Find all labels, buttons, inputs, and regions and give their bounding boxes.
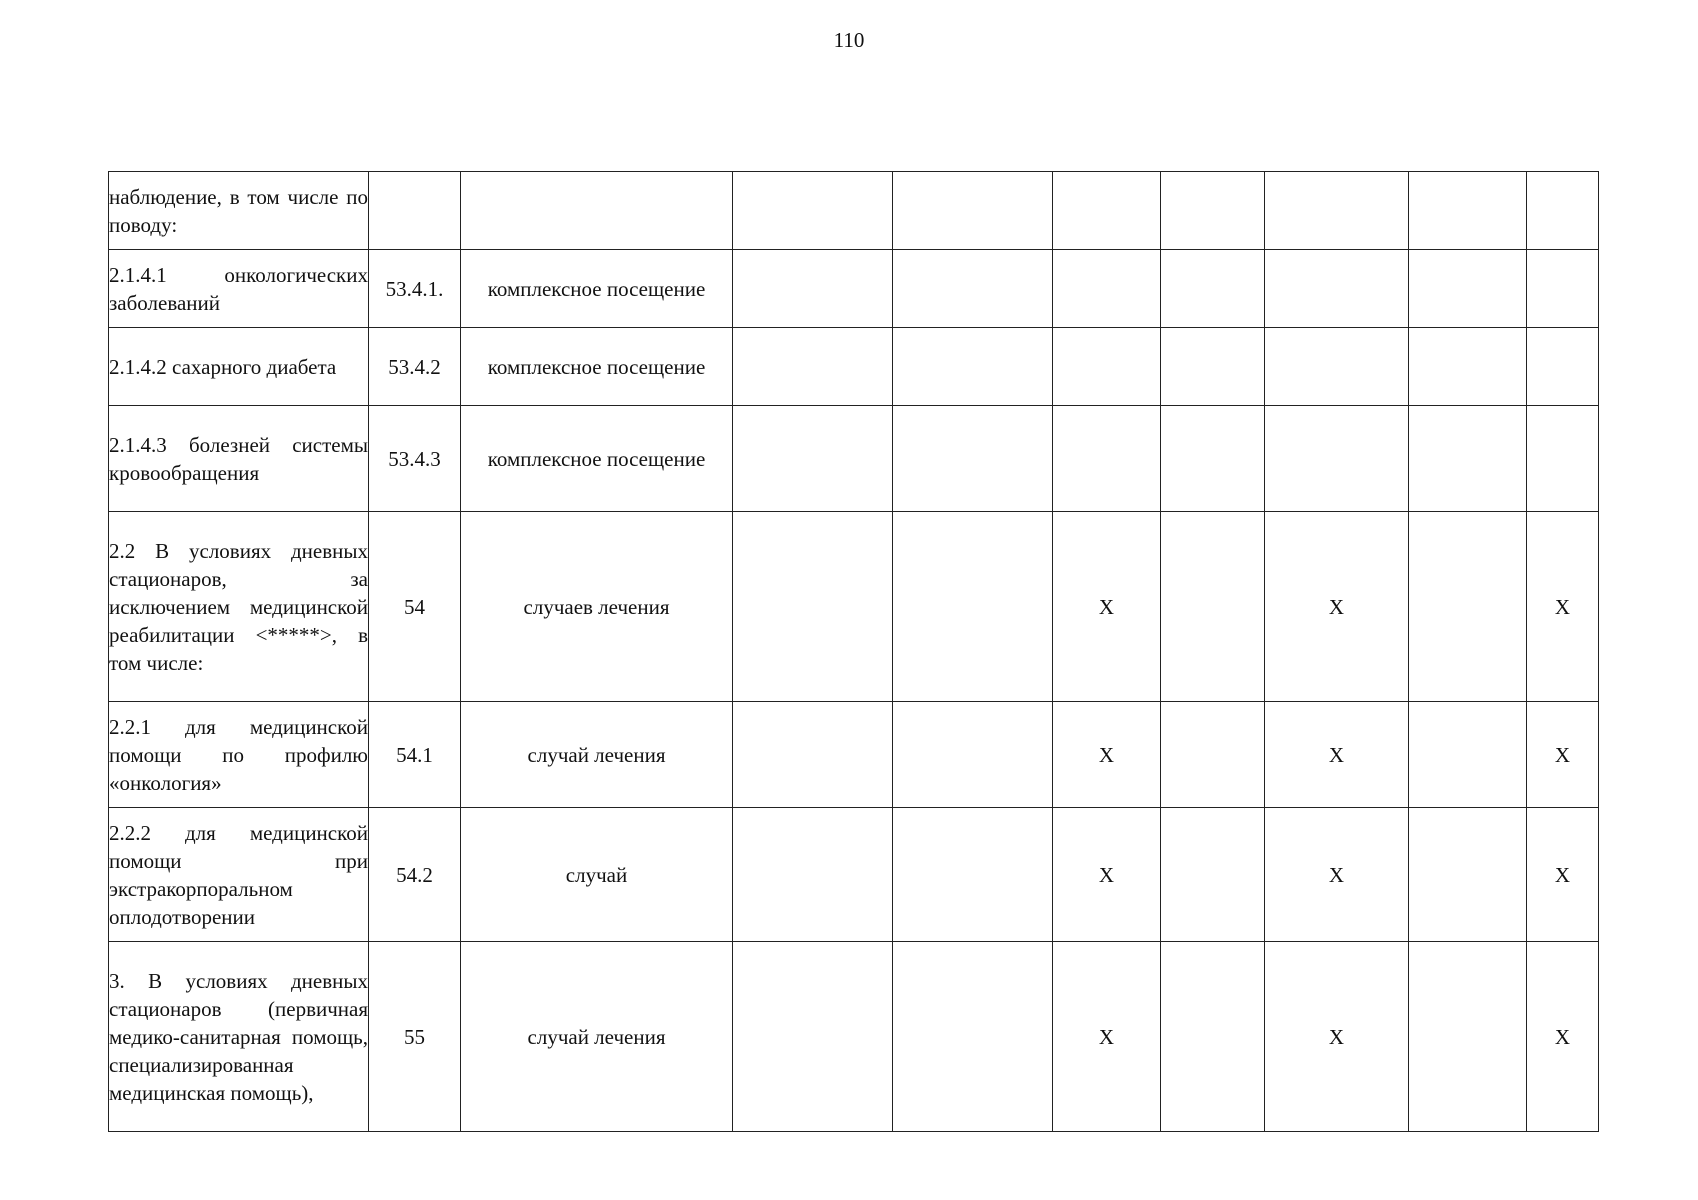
- row-code-cell: 55: [369, 942, 461, 1132]
- x-mark: X: [1053, 512, 1161, 702]
- value-cell: [893, 328, 1053, 406]
- row-unit-cell: случаев лечения: [461, 512, 733, 702]
- row-unit-cell: комплексное посещение: [461, 250, 733, 328]
- table-row: [109, 942, 1599, 1132]
- value-cell: [733, 942, 893, 1132]
- value-cell: [1409, 808, 1527, 942]
- row-name-cell: 2.2 В условиях дневных стационаров, за исключением медицинской реабилитации <*****>, в том числе:: [109, 512, 369, 702]
- row-code-cell: 53.4.2: [369, 328, 461, 406]
- table-row: [109, 250, 1599, 328]
- value-cell: [1161, 512, 1265, 702]
- value-cell: [1265, 328, 1409, 406]
- row-name-cell: 2.1.4.2 сахарного диабета: [109, 328, 369, 406]
- row-name-cell: 3. В условиях дневных стационаров (первичная медико-санитарная помощь, специализированная медицинская помощь),: [109, 942, 369, 1132]
- value-cell: [1053, 328, 1161, 406]
- value-cell: [1265, 172, 1409, 250]
- table-row: [109, 406, 1599, 512]
- value-cell: [1265, 250, 1409, 328]
- row-name-cell: 2.2.2 для медицинской помощи при экстракорпоральном оплодотворении: [109, 808, 369, 942]
- value-cell: [1527, 406, 1599, 512]
- value-cell: [733, 808, 893, 942]
- row-unit-cell: комплексное посещение: [461, 406, 733, 512]
- value-cell: [1409, 328, 1527, 406]
- row-name-cell: 2.1.4.3 болезней системы кровообращения: [109, 406, 369, 512]
- x-mark: X: [1265, 702, 1409, 808]
- value-cell: [733, 250, 893, 328]
- row-code-cell: 54.1: [369, 702, 461, 808]
- value-cell: [1161, 250, 1265, 328]
- value-cell: [1527, 172, 1599, 250]
- x-mark: X: [1265, 808, 1409, 942]
- page-number: 110: [833, 28, 865, 52]
- x-mark: X: [1527, 942, 1599, 1132]
- value-cell: [733, 406, 893, 512]
- value-cell: [1161, 328, 1265, 406]
- value-cell: [733, 172, 893, 250]
- row-unit-cell: случай: [461, 808, 733, 942]
- value-cell: [733, 328, 893, 406]
- indicator-table: [108, 171, 1599, 1132]
- value-cell: [733, 702, 893, 808]
- value-cell: [733, 512, 893, 702]
- value-cell: [1265, 406, 1409, 512]
- value-cell: [1053, 406, 1161, 512]
- value-cell: [1527, 328, 1599, 406]
- x-mark: X: [1527, 808, 1599, 942]
- table-row: [109, 808, 1599, 942]
- row-code-cell: 53.4.1.: [369, 250, 461, 328]
- value-cell: [1161, 406, 1265, 512]
- value-cell: [893, 702, 1053, 808]
- row-unit-cell: [461, 172, 733, 250]
- value-cell: [893, 406, 1053, 512]
- x-mark: X: [1053, 702, 1161, 808]
- value-cell: [893, 172, 1053, 250]
- value-cell: [1161, 942, 1265, 1132]
- x-mark: X: [1265, 512, 1409, 702]
- row-name-cell: наблюдение, в том числе по поводу:: [109, 172, 369, 250]
- value-cell: [1409, 250, 1527, 328]
- table-row: [109, 328, 1599, 406]
- value-cell: [893, 250, 1053, 328]
- x-mark: X: [1053, 942, 1161, 1132]
- row-name-cell: 2.2.1 для медицинской помощи по профилю «онкология»: [109, 702, 369, 808]
- row-code-cell: 53.4.3: [369, 406, 461, 512]
- value-cell: [1409, 702, 1527, 808]
- value-cell: [1161, 808, 1265, 942]
- row-name-cell: 2.1.4.1 онкологических заболеваний: [109, 250, 369, 328]
- value-cell: [1409, 172, 1527, 250]
- value-cell: [1053, 250, 1161, 328]
- row-unit-cell: случай лечения: [461, 702, 733, 808]
- table-row: [109, 702, 1599, 808]
- x-mark: X: [1527, 702, 1599, 808]
- row-unit-cell: комплексное посещение: [461, 328, 733, 406]
- value-cell: [1409, 512, 1527, 702]
- row-code-cell: [369, 172, 461, 250]
- value-cell: [893, 512, 1053, 702]
- x-mark: X: [1527, 512, 1599, 702]
- value-cell: [1161, 702, 1265, 808]
- row-code-cell: 54.2: [369, 808, 461, 942]
- table-row: [109, 512, 1599, 702]
- value-cell: [1053, 172, 1161, 250]
- row-unit-cell: случай лечения: [461, 942, 733, 1132]
- value-cell: [1409, 942, 1527, 1132]
- value-cell: [1161, 172, 1265, 250]
- table-row: [109, 172, 1599, 250]
- x-mark: X: [1053, 808, 1161, 942]
- x-mark: X: [1265, 942, 1409, 1132]
- value-cell: [1527, 250, 1599, 328]
- value-cell: [1409, 406, 1527, 512]
- row-code-cell: 54: [369, 512, 461, 702]
- value-cell: [893, 942, 1053, 1132]
- value-cell: [893, 808, 1053, 942]
